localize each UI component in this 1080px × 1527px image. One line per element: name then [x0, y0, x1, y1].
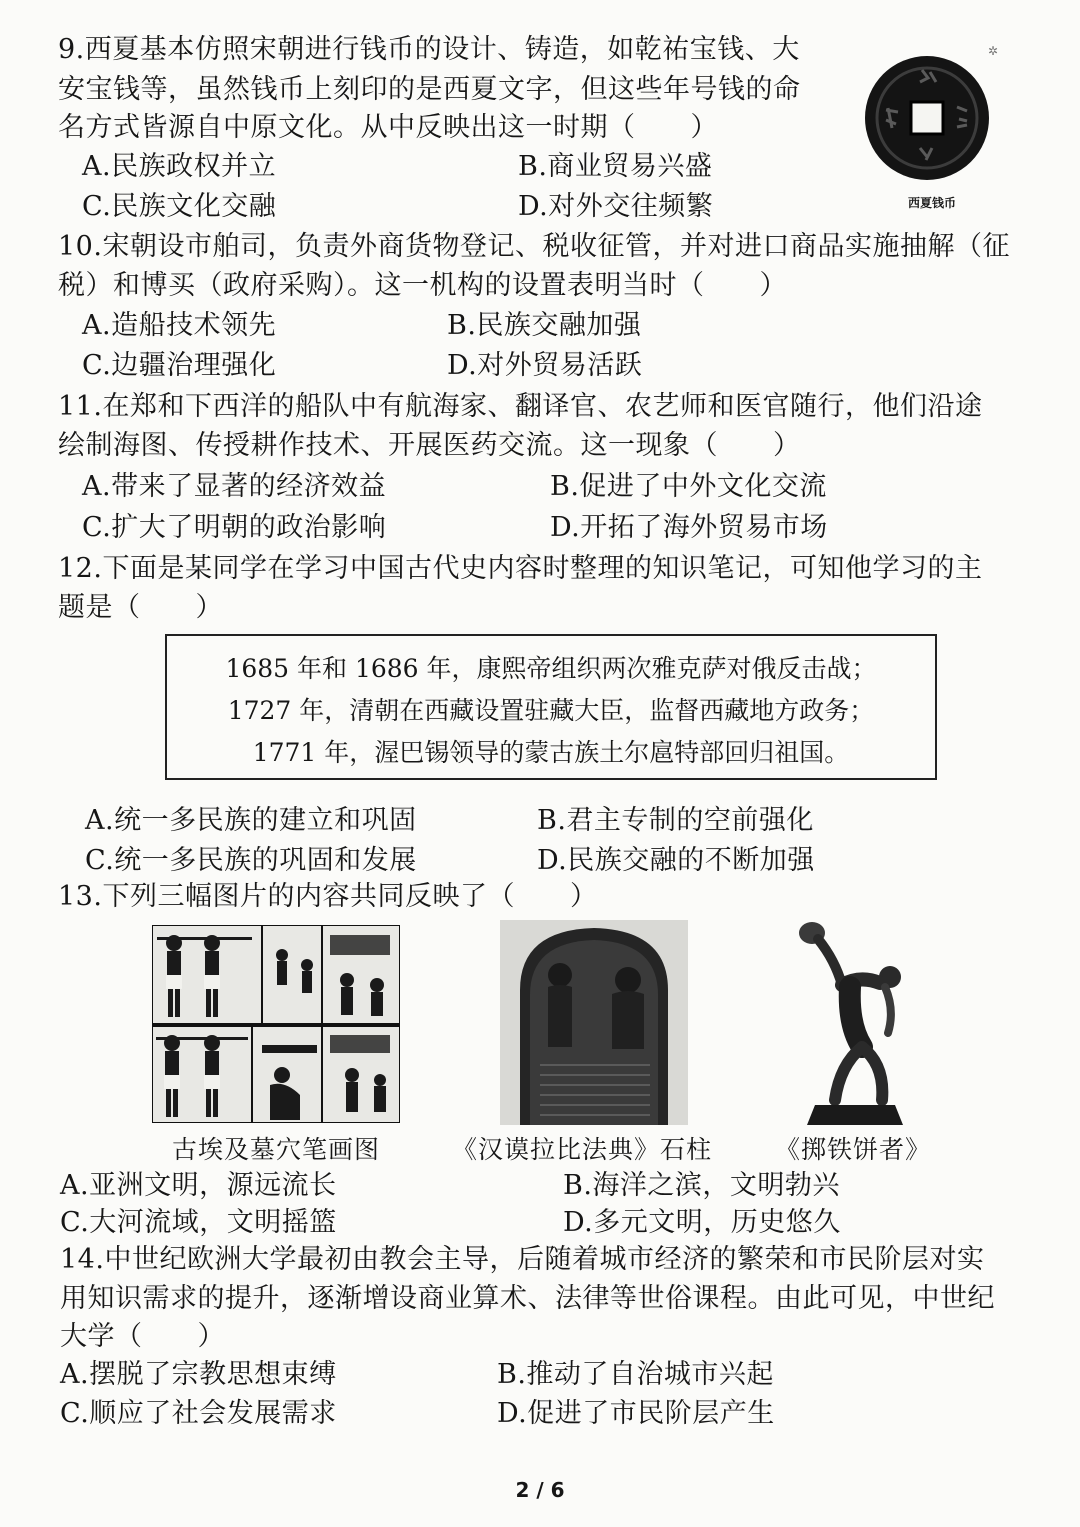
page-indicator: 2 / 6	[515, 1478, 565, 1502]
q11-option-c: C.扩大了明朝的政治影响	[82, 512, 387, 543]
q10-line-2: 税）和博买（政府采购）。这一机构的设置表明当时（ ）	[58, 270, 787, 301]
q14-line-1: 14.中世纪欧洲大学最初由教会主导，后随着城市经济的繁荣和市民阶层对实	[60, 1244, 985, 1275]
q10-option-d: D.对外贸易活跃	[447, 350, 643, 381]
q10-option-c: C.边疆治理强化	[82, 350, 277, 381]
q11-option-b: B.促进了中外文化交流	[550, 471, 827, 502]
discobolus-caption: 《掷铁饼者》	[775, 1135, 932, 1164]
q10-line-1: 10.宋朝设市舶司，负责外商货物登记、税收征管，并对进口商品实施抽解（征	[58, 231, 1010, 262]
q14-option-a: A.摆脱了宗教思想束缚	[60, 1359, 337, 1390]
q12-line-2: 题是（ ）	[58, 592, 223, 623]
q9-option-d: D.对外交往频繁	[518, 191, 714, 222]
discobolus-statue-image	[790, 915, 915, 1127]
q12-option-c: C.统一多民族的巩固和发展	[85, 845, 417, 876]
hammurabi-stele-image	[500, 920, 688, 1125]
coin-image	[862, 52, 992, 192]
q13-line-1: 13.下列三幅图片的内容共同反映了（ ）	[58, 881, 598, 912]
note-line: 1727 年，清朝在西藏设置驻藏大臣，监督西藏地方政务；	[227, 696, 875, 725]
q11-option-a: A.带来了显著的经济效益	[82, 471, 387, 502]
scan-speck: ✲	[988, 44, 999, 58]
q12-line-1: 12.下面是某同学在学习中国古代史内容时整理的知识笔记，可知他学习的主	[58, 553, 983, 584]
study-note-box	[165, 634, 937, 780]
q12-option-b: B.君主专制的空前强化	[537, 805, 814, 836]
note-line: 1771 年，渥巴锡领导的蒙古族土尔扈特部回归祖国。	[252, 738, 850, 767]
q13-option-c: C.大河流域，文明摇篮	[60, 1207, 337, 1238]
coin-caption: 西夏钱币	[907, 196, 956, 210]
q9-line-1: 9.西夏基本仿照宋朝进行钱币的设计、铸造，如乾祐宝钱、大	[58, 34, 800, 65]
q10-option-a: A.造船技术领先	[82, 310, 277, 341]
hammurabi-stele-caption: 《汉谟拉比法典》石柱	[452, 1135, 713, 1164]
q13-option-a: A.亚洲文明，源远流长	[60, 1170, 337, 1201]
xixia-coin-figure	[862, 52, 992, 217]
note-line: 1685 年和 1686 年，康熙帝组织两次雅克萨对俄反击战；	[225, 654, 877, 683]
q14-line-2: 用知识需求的提升，逐渐增设商业算术、法律等世俗课程。由此可见，中世纪	[60, 1283, 995, 1314]
q9-line-2: 安宝钱等，虽然钱币上刻印的是西夏文字，但这些年号钱的命	[58, 74, 801, 105]
egyptian-painting-caption: 古埃及墓穴笔画图	[172, 1135, 381, 1164]
q11-option-d: D.开拓了海外贸易市场	[550, 512, 828, 543]
q9-option-c: C.民族文化交融	[82, 191, 277, 222]
q14-option-b: B.推动了自治城市兴起	[497, 1359, 774, 1390]
q11-line-2: 绘制海图、传授耕作技术、开展医药交流。这一现象（ ）	[58, 430, 801, 461]
q12-option-a: A.统一多民族的建立和巩固	[85, 805, 417, 836]
q9-option-b: B.商业贸易兴盛	[518, 151, 713, 182]
q9-line-3: 名方式皆源自中原文化。从中反映出这一时期（ ）	[58, 112, 718, 143]
q14-option-d: D.促进了市民阶层产生	[497, 1398, 775, 1429]
egyptian-tomb-painting-image	[152, 925, 400, 1123]
q14-line-3: 大学（ ）	[60, 1321, 225, 1352]
q10-option-b: B.民族交融加强	[447, 310, 642, 341]
q13-option-b: B.海洋之滨，文明勃兴	[563, 1170, 840, 1201]
q9-option-a: A.民族政权并立	[82, 151, 277, 182]
q13-option-d: D.多元文明，历史悠久	[563, 1207, 841, 1238]
q11-line-1: 11.在郑和下西洋的船队中有航海家、翻译官、农艺师和医官随行，他们沿途	[58, 391, 983, 422]
q12-option-d: D.民族交融的不断加强	[537, 845, 815, 876]
q14-option-c: C.顺应了社会发展需求	[60, 1398, 337, 1429]
